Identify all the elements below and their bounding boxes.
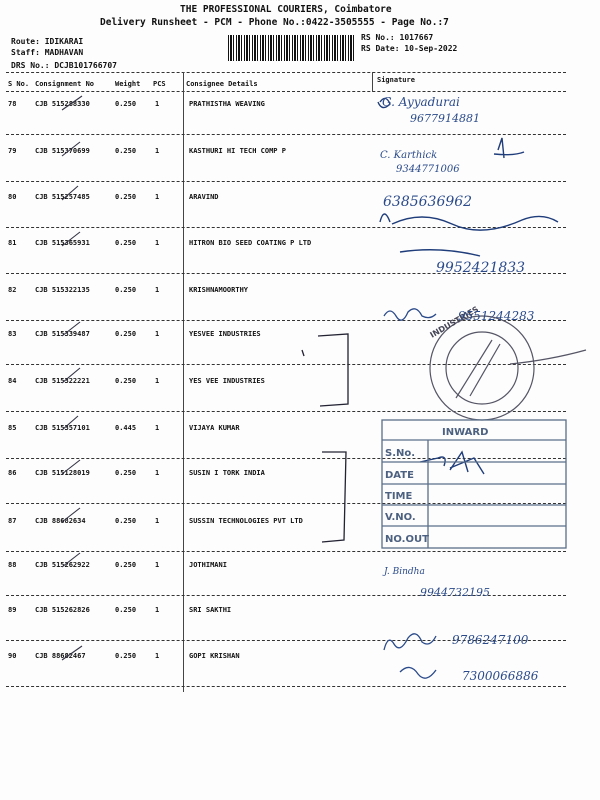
cell-consignment: CJB 515365931	[35, 239, 90, 247]
sign-r90-alt-phone: 7300066886	[462, 669, 539, 683]
cell-consignment: CJB 515262922	[35, 561, 90, 569]
rs-date: RS Date: 10-Sep-2022	[361, 44, 458, 53]
round-seal	[430, 316, 586, 420]
col-signature: Signature	[377, 76, 415, 84]
cell-weight: 0.250	[115, 239, 137, 247]
cell-sno: 82	[8, 286, 17, 294]
cell-consignment: CJB 515262826	[35, 606, 90, 614]
company-title: THE PROFESSIONAL COURIERS, Coimbatore	[180, 4, 392, 15]
cell-weight: 0.250	[115, 652, 137, 660]
cell-consignment: CJB 515288330	[35, 100, 90, 108]
cell-pcs: 1	[155, 147, 160, 155]
cell-pcs: 1	[155, 517, 160, 525]
cell-consignment: CJB 515370699	[35, 147, 90, 155]
tick-marks	[62, 96, 82, 660]
cell-pcs: 1	[155, 652, 160, 660]
cell-consignee: HITRON BIO SEED COATING P LTD	[189, 239, 312, 247]
cell-consignment: CJB 515322221	[35, 377, 90, 385]
cell-consignment: CJB 88682634	[35, 517, 86, 525]
cell-pcs: 1	[155, 193, 160, 201]
sign-r81-phone: 9952421833	[436, 260, 526, 276]
inward-stamp	[382, 420, 566, 548]
cell-pcs: 1	[155, 561, 160, 569]
cell-sno: 87	[8, 517, 17, 525]
runsheet-title: Delivery Runsheet - PCM - Phone No.:0422-3505555 - Page No.:7	[100, 17, 449, 28]
cell-consignment: CJB 515357101	[35, 424, 90, 432]
cell-sno: 83	[8, 330, 17, 338]
stamp-field-out: NO.OUT	[385, 534, 429, 545]
cell-sno: 79	[8, 147, 17, 155]
cell-consignee: KRISHNAMOORTHY	[189, 286, 249, 294]
sign-r82-phone: 9551244283	[458, 309, 535, 323]
sign-r88-name: J. Bindha	[384, 567, 425, 577]
sign-r78-phone: 9677914881	[410, 112, 480, 125]
cell-weight: 0.445	[115, 424, 137, 432]
sign-r80-phone: 6385636962	[383, 194, 473, 210]
col-sno: S No.	[8, 80, 30, 88]
route-label: Route: IDIKARAI	[11, 37, 84, 46]
col-consignment: Consignment No	[35, 80, 95, 88]
sign-r79-name: C. Karthick	[380, 150, 438, 161]
cell-consignee: SRI SAKTHI	[189, 606, 232, 614]
cell-sno: 88	[8, 561, 17, 569]
cell-sno: 85	[8, 424, 17, 432]
cell-weight: 0.250	[115, 377, 137, 385]
cell-weight: 0.250	[115, 193, 137, 201]
col-pcs: PCS	[153, 80, 166, 88]
cell-consignment: CJB 515257485	[35, 193, 90, 201]
cell-pcs: 1	[155, 469, 160, 477]
cell-consignee: KASTHURI HI TECH COMP P	[189, 147, 286, 155]
cell-pcs: 1	[155, 286, 160, 294]
cell-consignee: YES VEE INDUSTRIES	[189, 377, 265, 385]
cell-weight: 0.250	[115, 606, 137, 614]
sign-r78-name: G. Ayyadurai	[382, 95, 460, 109]
cell-sno: 81	[8, 239, 17, 247]
drs-number: DRS No.: DCJB101766707	[11, 61, 117, 70]
cell-sno: 84	[8, 377, 17, 385]
cell-sno: 89	[8, 606, 17, 614]
cell-consignment: CJB 88682467	[35, 652, 86, 660]
cell-sno: 86	[8, 469, 17, 477]
cell-pcs: 1	[155, 606, 160, 614]
cell-weight: 0.250	[115, 561, 137, 569]
cell-weight: 0.250	[115, 517, 137, 525]
cell-weight: 0.250	[115, 286, 137, 294]
bracket-marks	[302, 334, 348, 542]
stamp-field-vno: V.NO.	[385, 512, 416, 523]
cell-weight: 0.250	[115, 330, 137, 338]
cell-weight: 0.250	[115, 469, 137, 477]
cell-sno: 90	[8, 652, 17, 660]
rs-number: RS No.: 1017667	[361, 33, 434, 42]
cell-consignment: CJB 515322135	[35, 286, 90, 294]
cell-consignee: YESVEE INDUSTRIES	[189, 330, 261, 338]
cell-consignee: JOTHIMANI	[189, 561, 227, 569]
cell-consignee: SUSSIN TECHNOLOGIES PVT LTD	[189, 517, 303, 525]
col-consignee: Consignee Details	[186, 80, 258, 88]
col-weight: Weight	[115, 80, 141, 88]
cell-sno: 80	[8, 193, 17, 201]
cell-consignee: VIJAYA KUMAR	[189, 424, 240, 432]
cell-consignee: SUSIN I TORK INDIA	[189, 469, 265, 477]
cell-consignee: PRATHISTHA WEAVING	[189, 100, 265, 108]
cell-pcs: 1	[155, 239, 160, 247]
cell-consignee: GOPI KRISHAN	[189, 652, 240, 660]
stamp-field-time: TIME	[385, 491, 413, 502]
stamp-field-date: DATE	[385, 470, 414, 481]
cell-pcs: 1	[155, 424, 160, 432]
cell-consignment: CJB 515128019	[35, 469, 90, 477]
sign-r88-phone: 9944732195	[420, 586, 490, 599]
cell-pcs: 1	[155, 100, 160, 108]
cell-weight: 0.250	[115, 100, 137, 108]
inward-title: INWARD	[442, 427, 489, 438]
staff-label: Staff: MADHAVAN	[11, 48, 84, 57]
seal-text: INDUSTRIES	[428, 304, 481, 340]
sign-r79-phone: 9344771006	[396, 164, 460, 175]
cell-consignment: CJB 515339487	[35, 330, 90, 338]
cell-pcs: 1	[155, 330, 160, 338]
cell-consignee: ARAVIND	[189, 193, 219, 201]
sign-r90-phone: 9786247100	[452, 633, 529, 647]
cell-sno: 78	[8, 100, 17, 108]
cell-pcs: 1	[155, 377, 160, 385]
cell-weight: 0.250	[115, 147, 137, 155]
stamp-field-sno: S.No.	[385, 448, 416, 459]
